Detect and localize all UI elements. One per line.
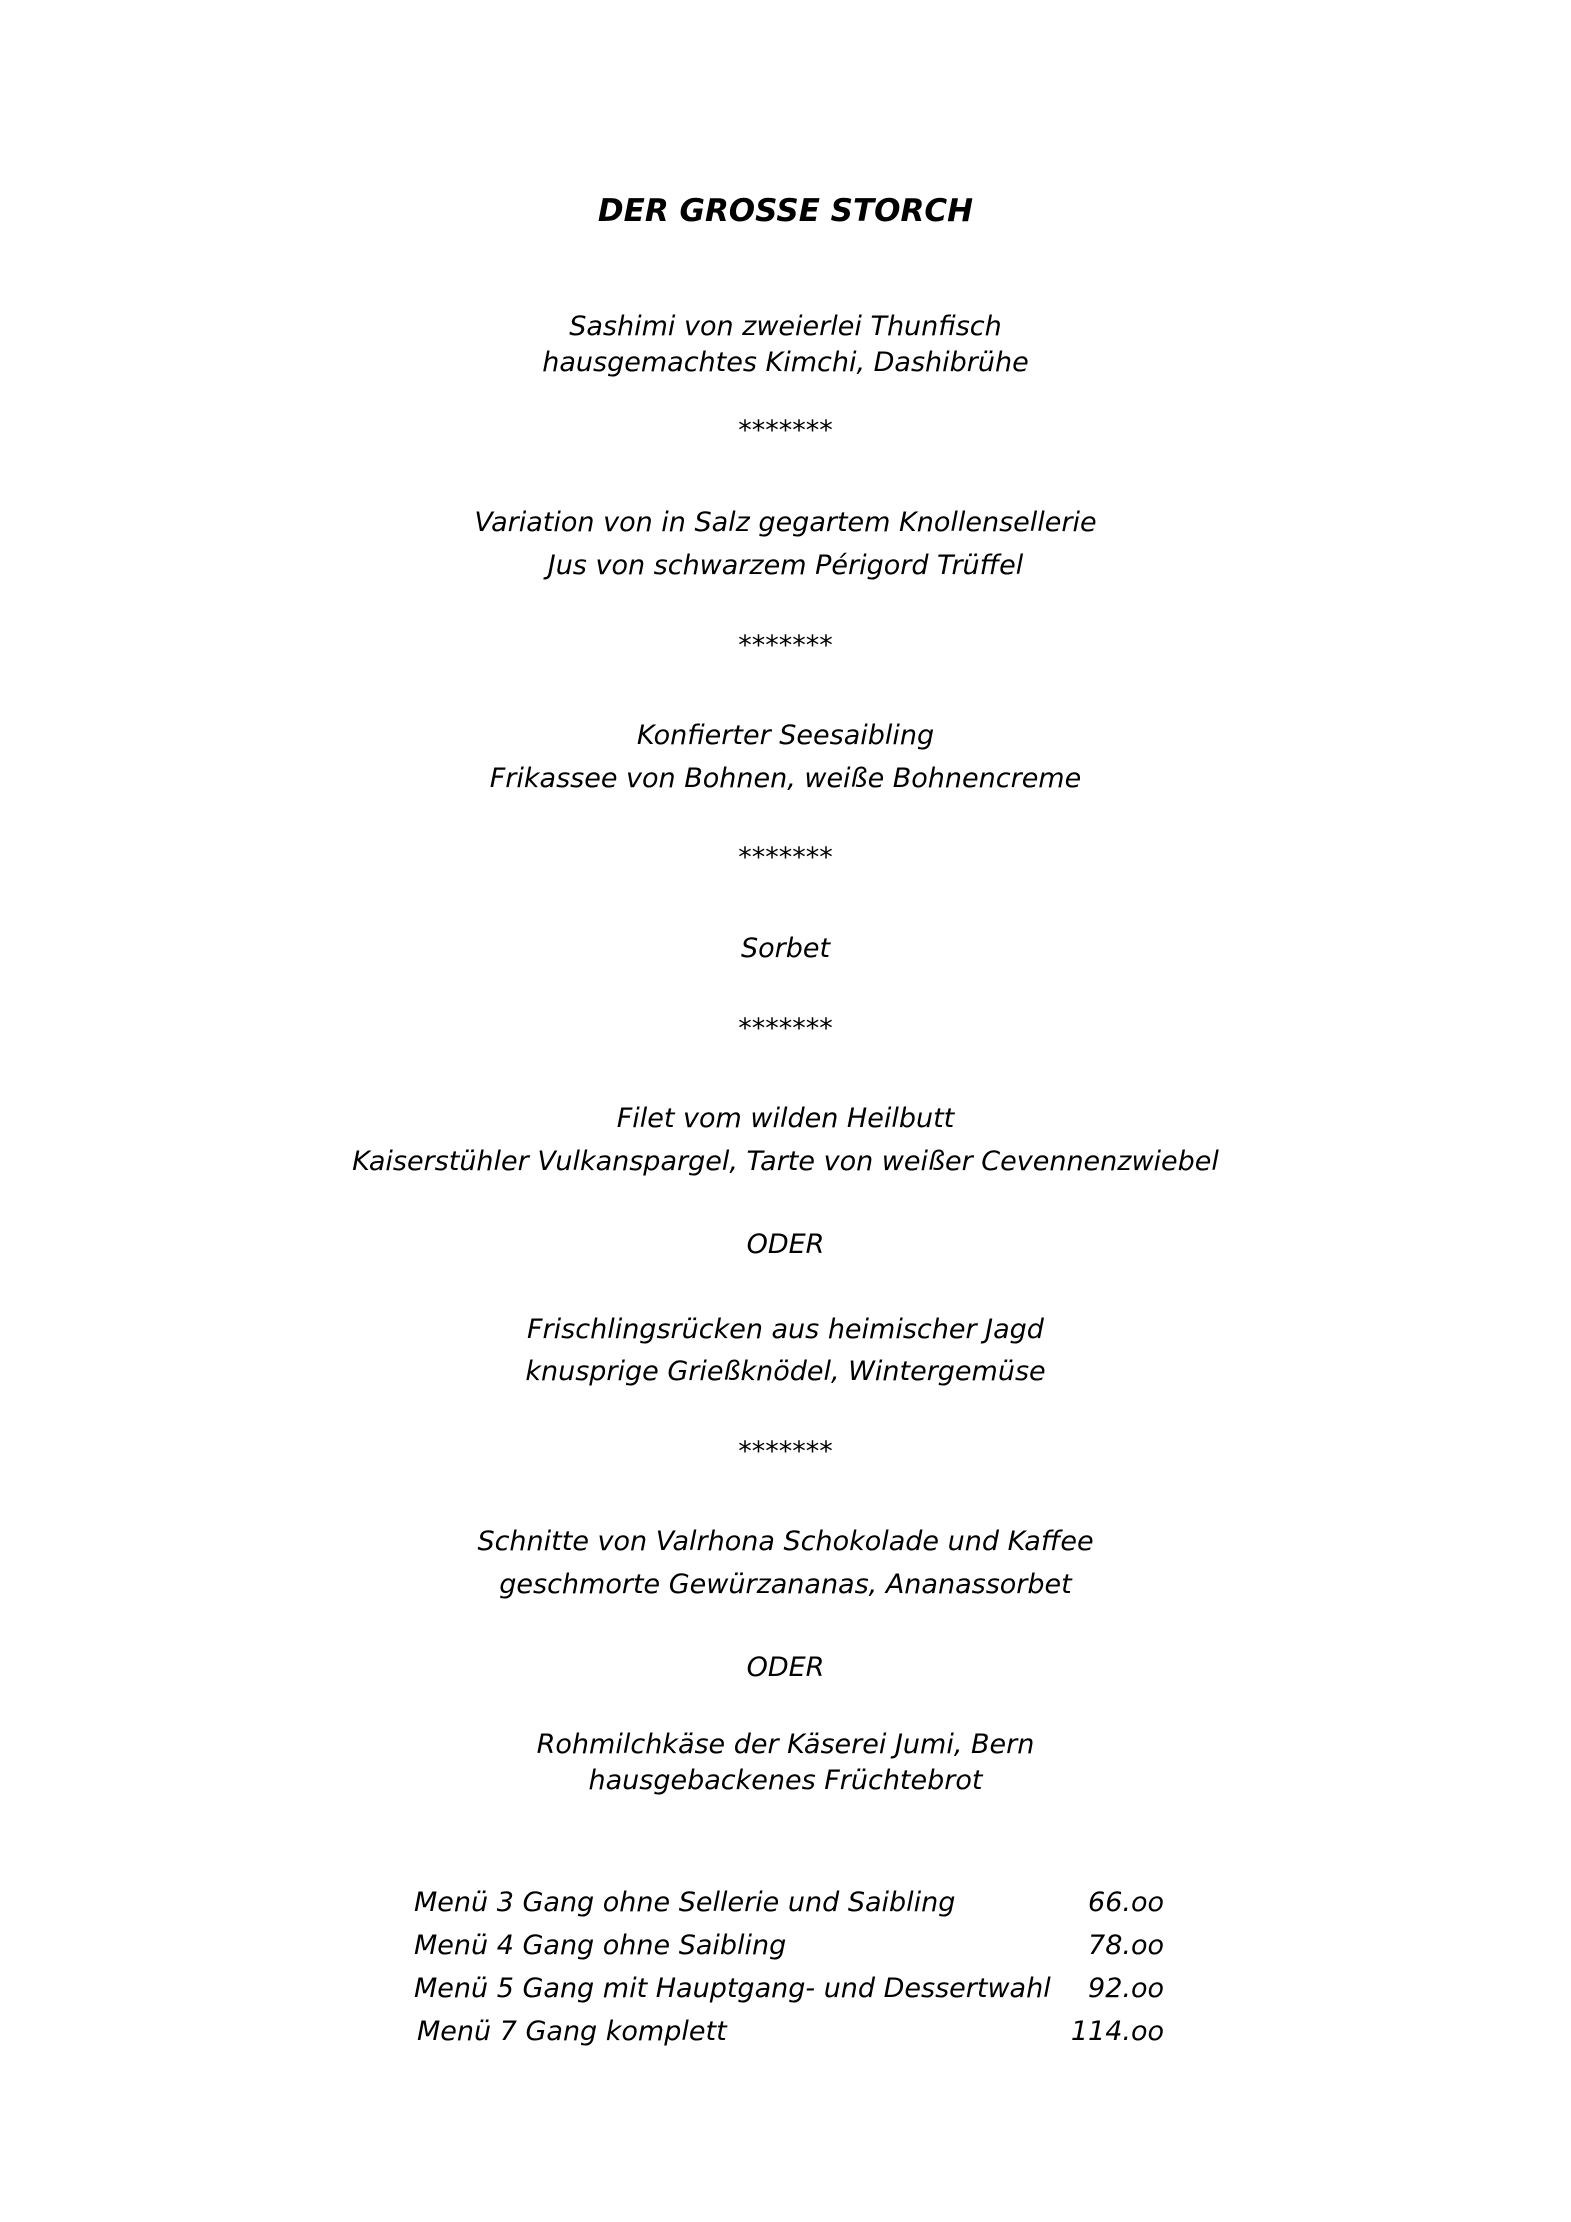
course-6-line-2: geschmorte Gewürzananas, Ananassorbet bbox=[499, 1569, 1072, 1600]
course-1-line-2: hausgemachtes Kimchi, Dashibrühe bbox=[542, 347, 1029, 378]
course-4-line-1: Sorbet bbox=[740, 933, 831, 964]
course-6-alt-line-1: Rohmilchkäse der Käserei Jumi, Bern bbox=[536, 1729, 1035, 1760]
course-5-line-1: Filet vom wilden Heilbutt bbox=[616, 1103, 955, 1134]
course-3-line-1: Konfierter Seesaibling bbox=[636, 720, 935, 751]
course-6-alt-line-2: hausgebackenes Früchtebrot bbox=[588, 1765, 983, 1796]
course-2-line-2: Jus von schwarzem Périgord Trüffel bbox=[547, 550, 1024, 581]
or-label: ODER bbox=[746, 1229, 825, 1260]
separator: ******* bbox=[738, 842, 833, 873]
price-value: 92.oo bbox=[1088, 1973, 1164, 2004]
separator: ******* bbox=[738, 415, 833, 446]
price-label: Menü 3 Gang ohne Sellerie und Saibling bbox=[414, 1887, 956, 1918]
price-label: Menü 5 Gang mit Hauptgang- und Dessertwahl bbox=[414, 1973, 1051, 2004]
menu-title: DER GROSSE STORCH bbox=[597, 193, 974, 229]
course-5-alt-line-2: knusprige Grießknödel, Wintergemüse bbox=[525, 1356, 1046, 1387]
price-value: 114.oo bbox=[1070, 2016, 1164, 2047]
price-row bbox=[414, 1971, 1164, 2007]
price-row bbox=[414, 1928, 1164, 1964]
course-3-line-2: Frikassee von Bohnen, weiße Bohnencreme bbox=[489, 763, 1082, 794]
price-label: Menü 4 Gang ohne Saibling bbox=[414, 1930, 787, 1961]
course-5-alt-line-1: Frischlingsrücken aus heimischer Jagd bbox=[527, 1314, 1044, 1345]
separator: ******* bbox=[738, 1436, 833, 1467]
price-value: 66.oo bbox=[1088, 1887, 1164, 1918]
price-row bbox=[414, 2014, 1164, 2050]
course-5-line-2: Kaiserstühler Vulkanspargel, Tarte von weißer Cevennenzwiebel bbox=[352, 1146, 1219, 1177]
course-2-line-1: Variation von in Salz gegartem Knollensellerie bbox=[474, 507, 1097, 538]
course-1-line-1: Sashimi von zweierlei Thunfisch bbox=[569, 311, 1002, 342]
price-value: 78.oo bbox=[1088, 1930, 1164, 1961]
price-row bbox=[414, 1885, 1164, 1921]
price-label: Menü 7 Gang komplett bbox=[417, 2016, 727, 2047]
course-6-line-1: Schnitte von Valrhona Schokolade und Kaffee bbox=[477, 1526, 1094, 1557]
separator: ******* bbox=[738, 1013, 833, 1044]
separator: ******* bbox=[738, 630, 833, 661]
or-label: ODER bbox=[746, 1652, 825, 1683]
